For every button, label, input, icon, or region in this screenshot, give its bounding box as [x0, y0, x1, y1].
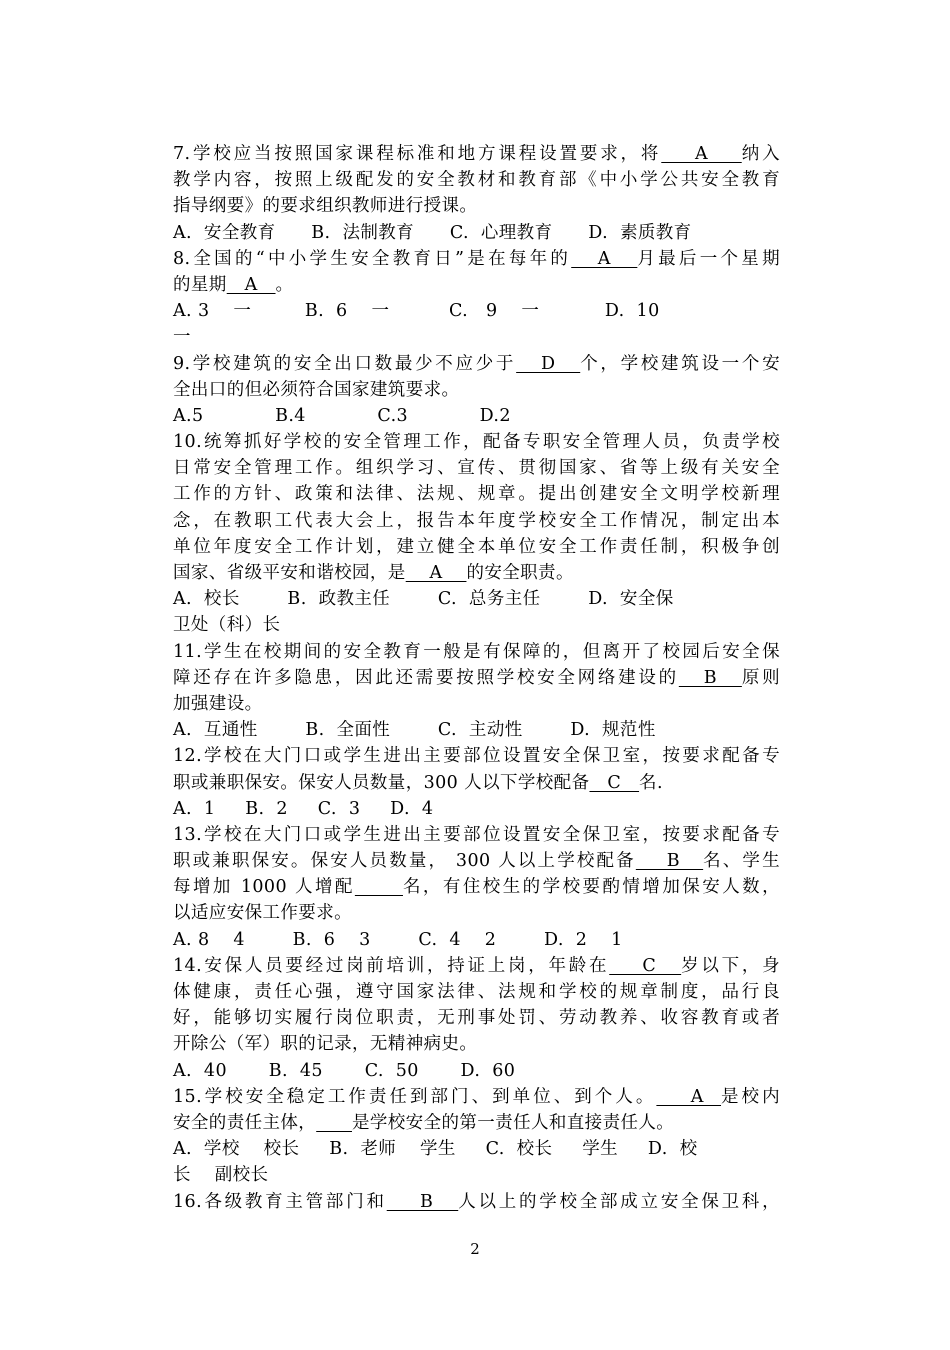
text-line: [173, 324, 780, 350]
text-line: [173, 534, 780, 560]
text-segment: 职或兼职保安。保安人员数量， 300 人以上学校配备: [173, 851, 636, 872]
text-segment: 7.学校应当按照国家课程标准和地方课程设置要求，将: [173, 144, 662, 164]
answer-blank: [355, 877, 403, 897]
text-line: [173, 770, 780, 796]
answer-blank: B: [635, 851, 704, 872]
text-segment: A. 40 B. 45 C. 50 D. 60: [173, 1060, 516, 1081]
text-segment: 原则: [741, 667, 780, 688]
question-text-block: [173, 141, 780, 1215]
text-line: [173, 691, 780, 717]
text-segment: 以适应安保工作要求。: [173, 903, 352, 924]
text-segment: 个，学校建筑设一个安: [580, 353, 780, 374]
page-number: 2: [470, 1240, 480, 1258]
text-segment: 开除公（军）职的记录，无精神病史。: [173, 1034, 478, 1055]
text-segment: 11.学生在校期间的安全教育一般是有保障的，但离开了校园后安全保: [173, 641, 780, 662]
text-segment: 10.统筹抓好学校的安全管理工作，配备专职安全管理人员，负责学校: [173, 432, 780, 453]
text-segment: 。: [275, 274, 294, 295]
text-line: [173, 796, 780, 822]
text-segment: 长 副校长: [173, 1165, 269, 1186]
text-line: [173, 900, 780, 926]
text-line: [173, 167, 780, 193]
text-segment: 名、学生: [703, 851, 780, 872]
text-segment: 是校内: [721, 1086, 780, 1107]
text-segment: 国家、省级平安和谐校园，是: [173, 563, 406, 583]
text-line: [173, 1136, 780, 1162]
text-segment: 全出口的但必须符合国家建筑要求。: [173, 379, 460, 400]
text-segment: 名，有住校生的学校要酌情增加保安人数，: [402, 877, 780, 898]
answer-blank: B: [678, 667, 742, 688]
answer-blank: A: [405, 563, 467, 583]
text-line: [173, 508, 780, 534]
text-line: [173, 822, 780, 848]
text-segment: 加强建设。: [173, 693, 263, 714]
text-segment: 9.学校建筑的安全出口数最少不应少于: [173, 353, 517, 374]
text-line: [173, 979, 780, 1005]
text-segment: 障还存在许多隐患，因此还需要按照学校安全网络建设的: [173, 667, 679, 688]
text-segment: A. 学校 校长 B. 老师 学生 C. 校长 学生 D. 校: [173, 1139, 698, 1160]
text-segment: 纳入: [741, 144, 780, 164]
text-line: [173, 272, 780, 298]
text-segment: 14.安保人员要经过岗前培训，持证上岗，年龄在: [173, 955, 610, 976]
text-segment: 日常安全管理工作。组织学习、宣传、贯彻国家、省等上级有关安全: [173, 458, 780, 479]
text-segment: 指导纲要》的要求组织教师进行授课。: [173, 196, 478, 217]
text-segment: 8.全国的“中小学生安全教育日”是在每年的: [173, 248, 572, 269]
text-line: [173, 927, 780, 953]
text-line: [173, 429, 780, 455]
text-line: [173, 1005, 780, 1031]
text-line: [173, 953, 780, 979]
answer-blank: A: [656, 1086, 722, 1107]
answer-blank: C: [589, 772, 640, 793]
text-line: [173, 1189, 780, 1215]
text-segment: 13.学校在大门口或学生进出主要部位设置安全保卫室，按要求配备专: [173, 824, 780, 845]
text-line: [173, 403, 780, 429]
text-line: [173, 193, 780, 219]
text-line: [173, 377, 780, 403]
text-line: [173, 586, 780, 612]
text-line: [173, 1031, 780, 1057]
text-line: [173, 1110, 780, 1136]
text-segment: 16.各级教育主管部门和: [173, 1191, 387, 1212]
text-segment: A. 8 4 B. 6 3 C. 4 2 D. 2 1: [173, 929, 623, 950]
text-line: [173, 220, 780, 246]
text-segment: A. 互通性 B. 全面性 C. 主动性 D. 规范性: [173, 720, 656, 741]
text-segment: 教学内容，按照上级配发的安全教材和教育部《中小学公共安全教育: [173, 170, 780, 191]
text-segment: 每增加 1000 人增配: [173, 877, 355, 898]
text-line: [173, 612, 780, 638]
text-segment: 月最后一个星期: [637, 248, 780, 269]
text-segment: 人以上的学校全部成立安全保卫科，: [458, 1191, 781, 1212]
text-segment: 安全的责任主体，: [173, 1112, 317, 1133]
text-segment: A. 安全教育 B. 法制教育 C. 心理教育 D. 素质教育: [173, 222, 692, 243]
text-line: [173, 848, 780, 874]
text-line: [173, 1162, 780, 1188]
text-line: [173, 481, 780, 507]
answer-blank: B: [386, 1191, 459, 1212]
text-line: [173, 351, 780, 377]
text-segment: 岁以下，身: [681, 955, 781, 976]
text-segment: 单位年度安全工作计划，建立健全本单位安全工作责任制，积极争创: [173, 536, 780, 557]
text-line: [173, 1058, 780, 1084]
text-segment: 卫处（科）长: [173, 615, 281, 636]
answer-blank: A: [571, 248, 638, 269]
answer-blank: C: [609, 955, 682, 976]
text-segment: 12.学校在大门口或学生进出主要部位设置安全保卫室，按要求配备专: [173, 746, 780, 767]
text-segment: 工作的方针、政策和法律、法规、规章。提出创建安全文明学校新理: [173, 484, 780, 505]
text-line: [173, 298, 780, 324]
text-segment: 好，能够切实履行岗位职责，无刑事处罚、劳动教养、收容教育或者: [173, 1008, 780, 1029]
text-line: [173, 141, 780, 167]
text-segment: A.5 B.4 C.3 D.2: [173, 405, 511, 426]
answer-blank: A: [226, 274, 276, 295]
text-line: [173, 743, 780, 769]
text-segment: A. 3 一 B. 6 一 C. 9 一 D. 10: [173, 301, 660, 322]
text-segment: A. 校长 B. 政教主任 C. 总务主任 D. 安全保: [173, 589, 674, 610]
text-line: [173, 717, 780, 743]
text-segment: 念，在教职工代表大会上，报告本年度学校安全工作情况，制定出本: [173, 510, 780, 531]
text-segment: 名.: [639, 772, 663, 793]
answer-blank: A: [661, 144, 742, 164]
text-segment: 是学校安全的第一责任人和直接责任人。: [351, 1112, 675, 1133]
text-line: [173, 639, 780, 665]
text-segment: 体健康，责任心强，遵守国家法律、法规和学校的规章制度，品行良: [173, 982, 780, 1002]
text-line: [173, 246, 780, 272]
text-segment: 一: [173, 327, 191, 348]
text-line: [173, 1084, 780, 1110]
answer-blank: [316, 1113, 352, 1133]
text-segment: 的安全职责。: [466, 563, 574, 583]
text-line: [173, 455, 780, 481]
text-segment: 15.学校安全稳定工作责任到部门、到单位、到个人。: [173, 1086, 657, 1107]
text-line: [173, 665, 780, 691]
answer-blank: D: [516, 353, 581, 374]
text-segment: 的星期: [173, 274, 227, 295]
text-line: [173, 874, 780, 900]
text-segment: 职或兼职保安。保安人员数量，300 人以下学校配备: [173, 772, 590, 793]
text-segment: A. 1 B. 2 C. 3 D. 4: [173, 798, 434, 819]
text-line: [173, 560, 780, 586]
